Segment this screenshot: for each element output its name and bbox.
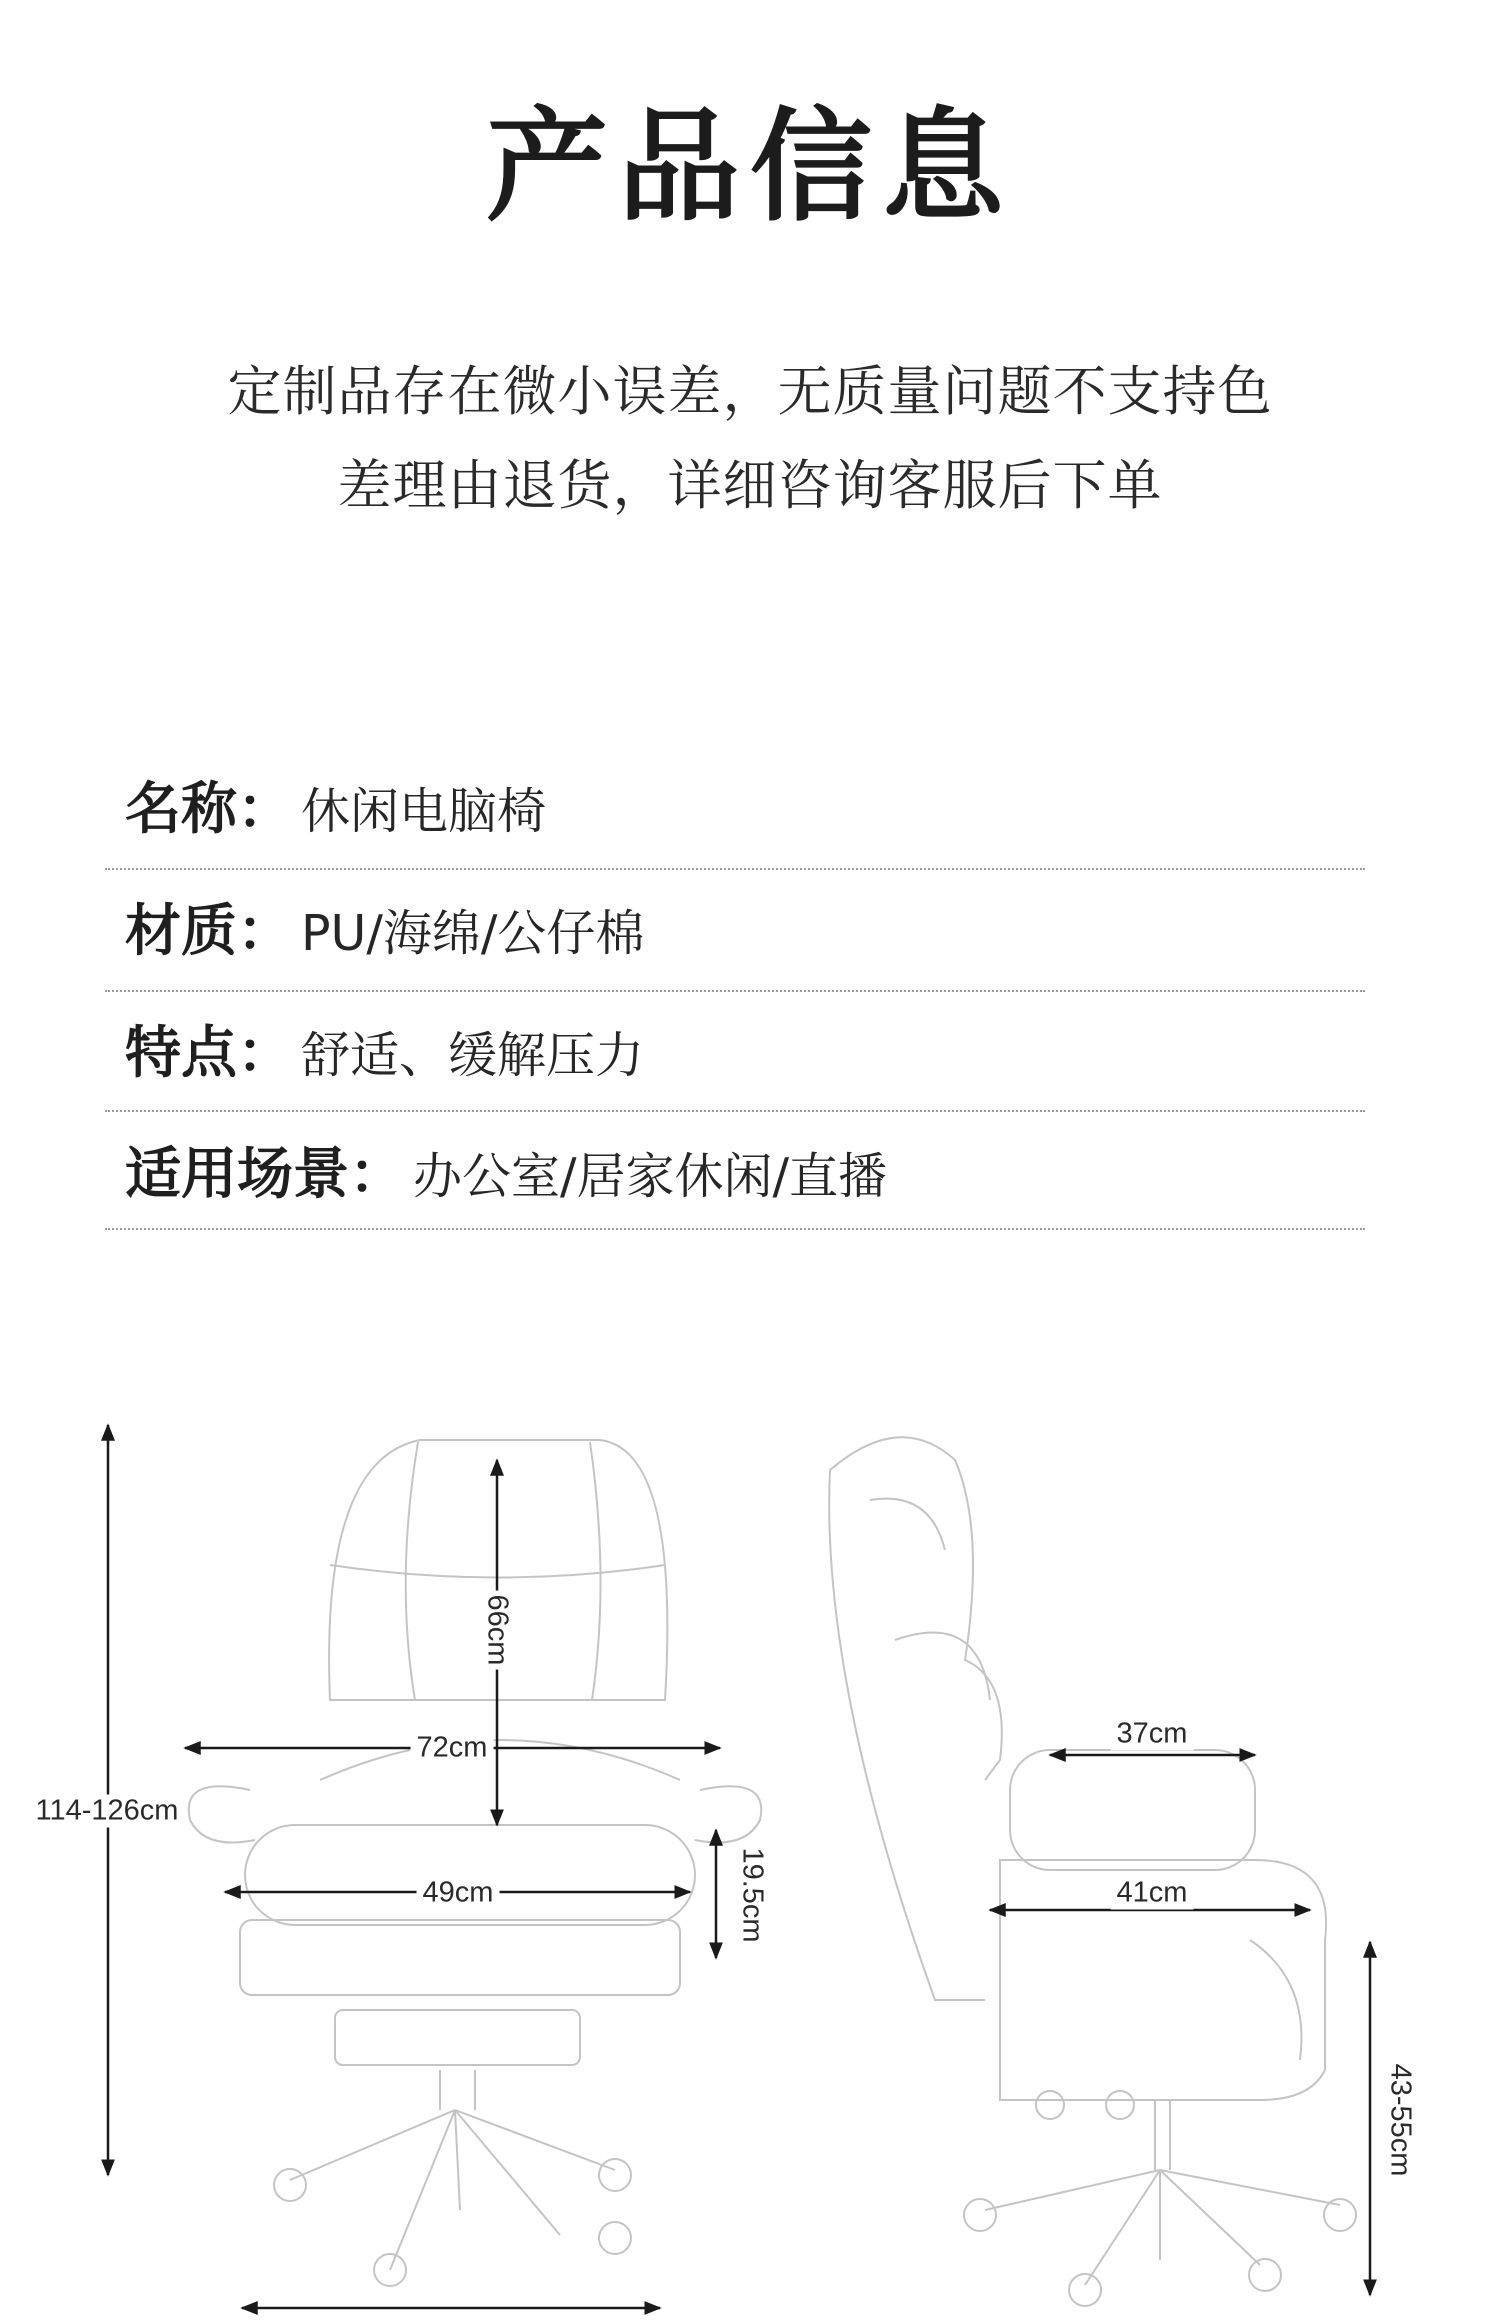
dim-total-height-label: 114-126cm [30, 1795, 185, 1828]
spec-row-scenarios [125, 1140, 887, 1210]
spec-row-features [125, 1019, 644, 1089]
spec-label: 特点： [125, 1021, 293, 1086]
notice-line-2: 差理由退货，详细咨询客服后下单 [337, 454, 1163, 517]
spec-divider [105, 1110, 1365, 1112]
spec-value: 舒适、缓解压力 [301, 1027, 645, 1084]
dim-armrest-width-label: 72cm [411, 1732, 494, 1765]
spec-row-name [125, 775, 546, 845]
spec-label: 材质： [125, 899, 293, 964]
spec-label: 适用场景： [125, 1142, 405, 1207]
dim-seat-height-label: 43-55cm [1384, 2060, 1417, 2181]
chair-front-view [189, 1440, 762, 2286]
dim-seat-thickness-label: 19.5cm [736, 1843, 769, 1946]
spec-label: 名称： [125, 777, 293, 842]
notice-line-1: 定制品存在微小误差，无质量问题不支持色 [227, 360, 1273, 423]
spec-divider [105, 868, 1365, 870]
spec-value: 办公室/居家休闲/直播 [413, 1148, 888, 1205]
dim-seat-width-label: 49cm [417, 1877, 500, 1910]
page-title: 产品信息 [486, 96, 1014, 238]
spec-value: 休闲电脑椅 [301, 783, 547, 840]
spec-row-material [125, 897, 644, 967]
dim-seat-depth-label: 41cm [1111, 1877, 1194, 1910]
spec-divider [105, 1228, 1365, 1230]
spec-divider [105, 990, 1365, 992]
chair-side-view [829, 1437, 1356, 2306]
spec-value: PU/海绵/公仔棉 [301, 905, 645, 962]
dim-backrest-height-label: 66cm [481, 1591, 514, 1670]
dim-seat-depth-top-label: 37cm [1111, 1718, 1194, 1751]
